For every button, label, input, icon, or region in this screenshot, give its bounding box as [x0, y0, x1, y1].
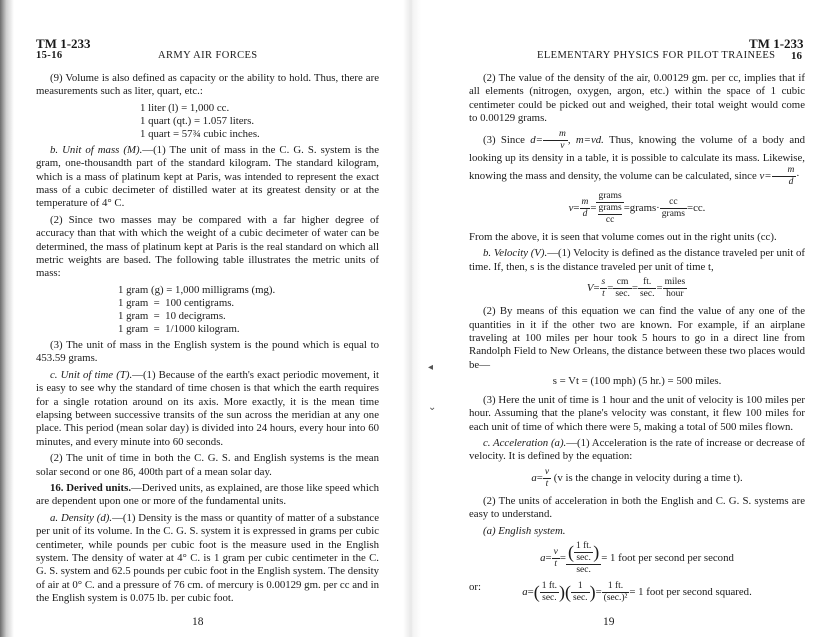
measure-line: 1 quart (qt.) = 1.057 liters.: [140, 114, 255, 127]
paragraph: (3) Since d= $\frac{m}{v}$ , m=vd. Thus, knowing the volume of a body and looking up its density in a table, it is possible to calculate its mass. Likewise, knowing the mass and density, the volume can be calculated, since v= $\frac{m}{d}$ ·: [469, 128, 805, 188]
metric-mass-table: [118, 284, 379, 336]
metric-line: 1 gram = 10 decigrams.: [118, 309, 226, 322]
paragraph: (3) The unit of mass in the English system is the pound which is equal to 453.59 grams.: [36, 338, 379, 365]
paragraph: (2) The units of acceleration in both the English and C. G. S. systems are easy to understand.: [469, 494, 805, 521]
paragraph: (2) Since two masses may be compared with a far higher degree of accuracy than that with which the weight of a cubic decimeter of water can be determined, the mass of platinum kept at Paris is the real standard on which all metric weights are based. The following table illustrates the metric units of mass:: [36, 213, 379, 280]
binding-shadow: [0, 0, 14, 637]
subheading: c. Acceleration (a).: [483, 436, 567, 449]
paragraph: b. Velocity (V).—(1) Velocity is defined as the distance traveled per unit of time. If, then, s is the distance traveled per unit of time t,: [469, 247, 805, 273]
acceleration-units-equation: a= $\frac{v}{t}$ = ( $\frac{1 ft.}{\sec.}$ ) sec. = 1 foot per second per second: [540, 540, 734, 575]
paragraph: b. Unit of mass (M).—(1) The unit of mass in the C. G. S. system is the gram, one-thousandth part of the standard kilogram. The standard kilogram, which is a mass of platinum kept at Paris, was intended to represent the exact mass of a cubic decimeter of distilled water at its greatest density or at the temperature of 4° C.: [36, 143, 379, 210]
paragraph: 16. Derived units.—Derived units, as explained, are those like speed which are dependent upon one or more of the fundamental units.: [36, 481, 380, 508]
left-running-head: ARMY AIR FORCES: [158, 50, 258, 61]
gutter-mark-icon: ◂: [428, 362, 434, 373]
volume-measures: [140, 102, 379, 141]
paragraph: (9) Volume is also defined as capacity or the ability to hold. Thus, there are measurements such as liter, quart, etc.:: [36, 72, 379, 98]
right-body-text: [469, 72, 805, 609]
metric-line: 1 gram = 1/1000 kilogram.: [118, 322, 240, 335]
left-tm-number: TM 1-233: [36, 36, 91, 51]
paragraph: (2) The unit of time in both the C. G. S. and English systems is the mean solar second or one 86, 400th part of a mean solar day.: [36, 452, 379, 478]
subheading: c. Unit of time (T).: [50, 368, 133, 381]
left-section-number: 15-16: [36, 50, 63, 61]
metric-line: 1 gram (g) = 1,000 milligrams (mg).: [118, 283, 276, 296]
density-formula: d= $\frac{m}{v}$ , m=vd.: [530, 128, 604, 151]
paragraph: a. Density (d).—(1) Density is the mass or quantity of matter of a substance per unit of its volume. In the C. G. S. system it is expressed in grams per cubic centimeter, while pounds per cubic foot is the measure used in the English system. The density of water at 4° C. is 1 gram per cubic centimeter in the C. G. S. system and 62.5 pounds per cubic foot in the English system. The density of air at 0° C. and a pressure of 76 cm. of mercury is 0.00129 gm. per cc and in the English system is 0.075 lb. per cubic foot.: [36, 511, 379, 605]
paragraph: (2) By means of this equation we can find the value of any one of the quantities in it if the other two are known. For example, if an airplane traveling at 100 miles per hour took 5 hours to go in a direct line from Randolph Field to New Orleans, the distance between these two places would be—: [469, 305, 805, 371]
subheading: a. Density (d).: [50, 511, 113, 524]
subheading: b. Velocity (V).: [483, 247, 548, 260]
left-page-number: 18: [192, 616, 204, 628]
right-page: [413, 0, 825, 637]
paragraph: (a) English system.: [483, 524, 566, 537]
measure-line: 1 liter (l) = 1,000 cc.: [140, 101, 230, 114]
right-page-number: 19: [603, 616, 615, 628]
right-running-head: ELEMENTARY PHYSICS FOR PILOT TRAINEES: [537, 50, 776, 61]
paragraph: (2) The value of the density of the air, 0.00129 gm. per cc, implies that if all elements (nitrogen, oxygen, argon, etc.) within the space of 1 cubic centimeter could be picked out and weighed, their total weight would come to 0.00129 grams.: [469, 72, 805, 125]
paragraph: From the above, it is seen that volume comes out in the right units (cc).: [469, 231, 777, 244]
volume-units-equation: v= $\frac{m}{d}$ = grams grams cc =grams· $\frac{cc}{\text{grams}}$ =cc.: [568, 191, 706, 226]
volume-formula: v= $\frac{m}{d}$ ·: [759, 165, 800, 188]
right-section-number: 16: [791, 50, 802, 62]
acceleration-equation: a= $\frac{v}{t}$ (v is the change in velocity during a time t).: [531, 466, 743, 489]
section-heading: 16. Derived units.: [50, 481, 132, 494]
subheading: b. Unit of mass (M).: [50, 143, 143, 156]
paragraph: c. Unit of time (T).—(1) Because of the earth's exact periodic movement, it is easy to see why the standard of time chosen is that which the earth requires for a single rotation around on its axis. More exactly, it is the mean time elapsing between successive transits of the sun across the meridian at any one place. This period (mean solar day) is divided into 24 hours, every hour into 60 minutes, and every minute into 60 seconds.: [36, 368, 379, 448]
gutter-mark-icon: ⌄: [428, 402, 437, 413]
left-body-text: [36, 72, 379, 609]
acceleration-squared-equation: or: a=( $\frac{1 ft.}{\sec.}$ )( $\frac{1}{\sec.}$ )= $\frac{1 ft.}{\text{(sec.)²}}$ = 1 foot per second squared.: [469, 580, 752, 603]
paragraph: c. Acceleration (a).—(1) Acceleration is the rate of increase or decrease of velocity. It is defined by the equation:: [469, 436, 805, 463]
metric-line: 1 gram = 100 centigrams.: [118, 296, 235, 309]
measure-line: 1 quart = 57¾ cubic inches.: [140, 127, 260, 140]
distance-equation: s = Vt = (100 mph) (5 hr.) = 500 miles.: [552, 375, 722, 388]
velocity-equation: V= $\frac{s}{t}$ = $\frac{cm}{\sec.}$ = $\frac{ft.}{\sec.}$ = $\frac{\text{miles}}{\text{hour}}$: [586, 277, 686, 300]
left-page: [0, 0, 412, 637]
paragraph: (3) Here the unit of time is 1 hour and the unit of velocity is 100 miles per hour. Assuming that the plane's velocity was constant, it flew 100 miles for each unit of time of which there were 5, making a total of 500 miles flown.: [469, 393, 805, 433]
right-tm-number: TM 1-233: [749, 36, 804, 51]
